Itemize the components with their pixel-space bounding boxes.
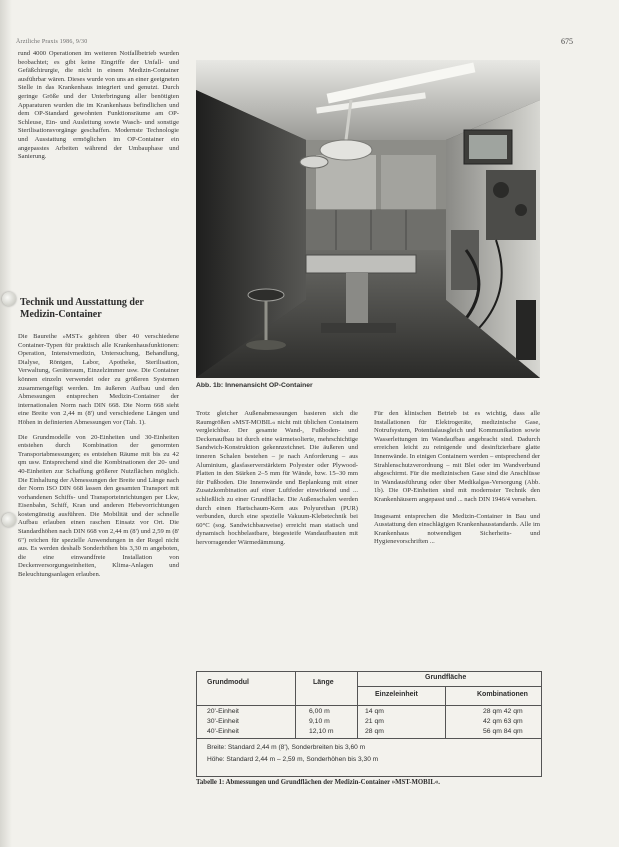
op-container-photo bbox=[196, 60, 540, 378]
binder-hole-icon bbox=[2, 513, 16, 527]
cell-single: 28 qm bbox=[365, 728, 384, 735]
column-1-bottom bbox=[18, 333, 179, 843]
paragraph: Trotz gleicher Außenabmessungen basieren sich die Raumgrößen »MST-MOBIL« nicht mit üblichen Containern vergleichbar. Der gesamte Wand-, Fußboden- und Deckenaufbau ist durch eine wärmeisolierte, mehrschichtige Sandwich-Konstruktion gekennzeichnet. Die äußeren und inneren Schalen bestehen – je nach Anforderung – aus Aluminium, glasfaserverstärktem Polyester oder Plywood-Platten in den Stärken 2–5 mm für Wände, bzw. 15–30 mm für Fußboden. Die Innenwände und Beplankung mit einer Zusatzkombination auf einer Luftfeder einwirkend und ... schließlich zu einer Grundfläche. Die Außenschalen werden durch einen Hartschaum-Kern aus Polyurethan (PUR) verbunden, durch eine spezielle Vakuum-Klebetechnik bei 60°C (sog. Sandwichbauweise) erreicht man statisch und dynamisch hochbelastbare, biegesteife Wandaufbauten mit hervorragender Wärmedämmung. bbox=[196, 410, 358, 546]
section-title: Technik und Ausstattung der Medizin-Container bbox=[20, 297, 144, 320]
paragraph: Insgesamt entsprechen die Medizin-Container in Bau und Ausstattung den einschlägigen Krankenhausstandards. Alle im Krankenhaus notwendigen Sicherheits- und Hygienevorschriften ... bbox=[374, 512, 540, 546]
cell-length: 9,10 m bbox=[309, 718, 330, 725]
header-combo: Kombinationen bbox=[477, 691, 528, 698]
cell-combo: 56 qm 84 qm bbox=[483, 728, 523, 735]
paragraph: Die Baureihe »MST« gehören über 40 verschiedene Container-Typen für praktisch alle Krankenhausfunktionen: Operation, Intensivmedizin, Untersuchung, Behandlung, Dialyse, Röntgen, Labor, Apotheke, Sterilisation, Verwaltung, Geräteraum, Einzelzimmer usw. Die Container können einzeln verwendet oder zu größeren Systemen zusammengefügt werden. Im äußeren Aufbau und den Abmessungen entsprechen Medizin-Container der internationalen Norm nach DIN 668. Die Norm 668 sieht eine Breite von 2,44 m (8') und verschiedene Längen und Höhen in definierten Abmessungen vor (Tab. 1). bbox=[18, 333, 179, 426]
paragraph: Für den klinischen Betrieb ist es wichtig, dass alle Installationen für Elektrogeräte, medizinische Gase, Notrufsystem, Potentialausgleich und Kommunikation sowie Wasserleitungen im Wandaufbau angebracht sind. Dadurch erreichen leicht zu reinigende und desinfizierbare glatte Innenwände. In einigen Containern werden – entsprechend der Strahlenschutzverordnung – mit Blei oder im Wandverbund abgeschirmt. Für die medizinischen Gase sind die Anschlüsse in Wandausführung oder über Medikalgas-Versorgung (Abb. 1b). Die OP-Einheiten sind mit modernster Technik den Krankenhäusern angepasst und ... nach DIN 1946/4 versehen. bbox=[374, 410, 540, 503]
paragraph: Die Grundmodelle von 20-Einheiten und 30-Einheiten entstehen durch Kombination der genormten Transportabmessungen; es entstehen Räume mit bis zu 42 qm usw. Entsprechend sind die Kombinationen der 20- und 40-Einheiten zur Schaffung größerer Nutzflächen möglich. Die Einhaltung der Abmessungen der Breite und Länge nach der Norm ISO DIN 668 lassen den gesamten Transport mit vorhandenen Schiffs- und Transporteinrichtungen per Lkw, Eisenbahn, Schiff, Kran und anderen Hebevorrichtungen kostengünstig ausführen. Die Mobilität und der schnelle Aufbau erlauben einen raschen Einsatz vor Ort. Die Standardhöhen nach DIN 668 von 2,44 m (8') und 2,59 m (8' 6") reichen für spezielle Anwendungen in der Regel nicht aus. Es werden deshalb Sonderhöhen bis 3,30 m angeboten, die eine einwandfreie Installation von Deckenversorgungseinheiten, Klima-Anlagen und Beleuchtungsanlagen erlauben. bbox=[18, 433, 179, 579]
column-1-top bbox=[18, 50, 179, 162]
header-module: Grundmodul bbox=[207, 679, 249, 686]
table-divider bbox=[197, 738, 541, 739]
cell-length: 12,10 m bbox=[309, 728, 334, 735]
table-divider bbox=[357, 686, 541, 687]
cell-module: 20'-Einheit bbox=[207, 708, 239, 715]
table-header bbox=[197, 672, 541, 706]
table-footnote-width: Breite: Standard 2,44 m (8'), Sonderbreiten bis 3,60 m bbox=[207, 744, 366, 751]
cell-length: 6,00 m bbox=[309, 708, 330, 715]
page-edge-shadow bbox=[0, 0, 12, 847]
cell-single: 14 qm bbox=[365, 708, 384, 715]
cell-module: 40'-Einheit bbox=[207, 728, 239, 735]
cell-module: 30'-Einheit bbox=[207, 718, 239, 725]
cell-combo: 28 qm 42 qm bbox=[483, 708, 523, 715]
column-2 bbox=[196, 410, 358, 548]
header-area: Grundfläche bbox=[425, 674, 467, 681]
table-row bbox=[197, 718, 541, 728]
cell-combo: 42 qm 63 qm bbox=[483, 718, 523, 725]
cell-single: 21 qm bbox=[365, 718, 384, 725]
table-row bbox=[197, 728, 541, 738]
table-footnote-height: Höhe: Standard 2,44 m – 2,59 m, Sonderhöhen bis 3,30 m bbox=[207, 756, 379, 763]
table-row bbox=[197, 708, 541, 718]
page-number: 675 bbox=[561, 37, 573, 46]
table-caption: Tabelle 1: Abmessungen und Grundflächen der Medizin-Container »MST-MOBIL«. bbox=[196, 779, 440, 786]
header-length: Länge bbox=[313, 679, 334, 686]
running-head: Ärztliche Praxis 1986, 9/30 bbox=[16, 39, 88, 45]
dimensions-table bbox=[196, 671, 542, 777]
column-3 bbox=[374, 410, 540, 547]
paragraph: rund 4000 Operationen im weiteren Notfallbetrieb wurden beobachtet; es gibt keine Eingriffe der Unfall- und Gefäßchirurgie, die nicht in einem Medizin-Container ausführbar wären. Dieses wurde von uns an einer geeigneten Stelle in das Krankenhaus integriert und genutzt. Durch geringe Größe und der Unterbringung aller benötigten Apparaturen wurden die im Krankenhaus befindlichen und dem OP-Standard gewohnten Funktionsräume am OP-Schleuse, Ein- und Ausleitung sowie Wasch- und sonstige Sterilisationsvorgänge geschaffen. Modernste Technologie und Ausstattung ermöglichen im OP-Container ein angepasstes Arbeiten während der Umbauphase und Sanierung. bbox=[18, 50, 179, 161]
figure-caption: Abb. 1b: Innenansicht OP-Container bbox=[196, 382, 313, 389]
binder-hole-icon bbox=[2, 292, 16, 306]
header-single: Einzeleinheit bbox=[375, 691, 418, 698]
